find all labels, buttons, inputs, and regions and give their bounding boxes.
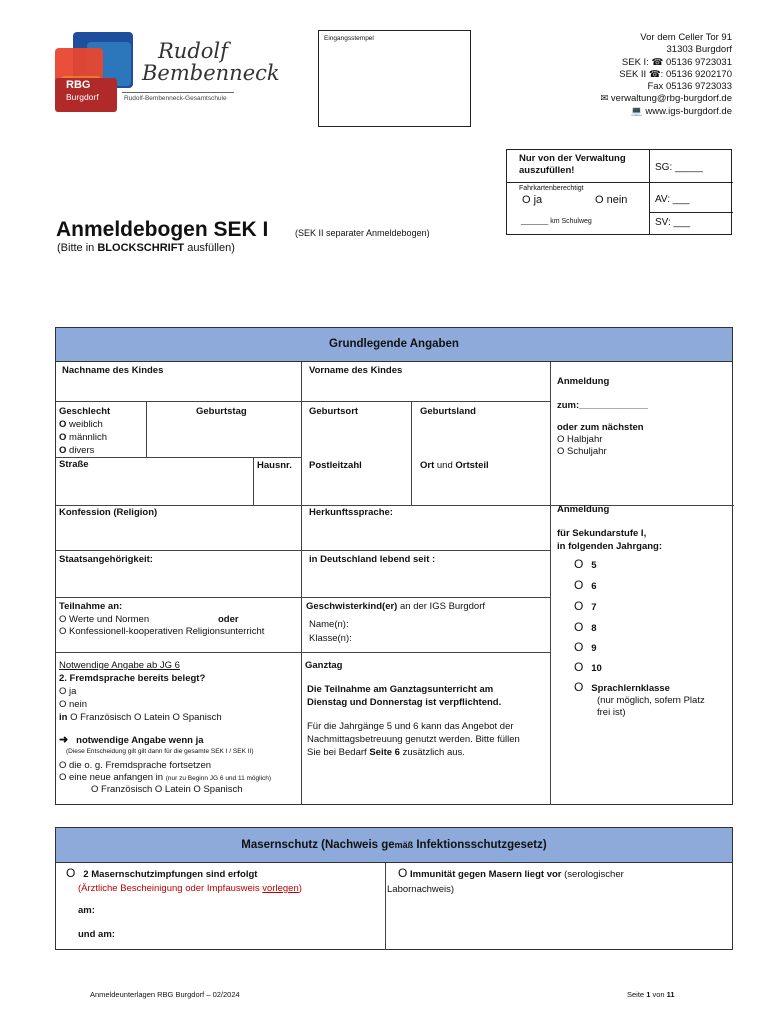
label-geburtsort: Geburtsort bbox=[309, 406, 359, 417]
radio-halbjahr[interactable]: O Halbjahr bbox=[557, 434, 603, 445]
grid-line bbox=[56, 505, 734, 506]
ganztag-info: Für die Jahrgänge 5 und 6 kann das Angebot der bbox=[307, 721, 514, 732]
field-und-am[interactable]: und am: bbox=[78, 929, 115, 940]
stamp-label: Eingangsstempel bbox=[324, 35, 374, 42]
radio-jahrgang-9[interactable]: O 9 bbox=[574, 640, 597, 654]
radio-weiblich[interactable]: O weiblich bbox=[59, 419, 103, 430]
logo-script-name: Rudolf Bembenneck bbox=[142, 39, 280, 85]
ganztag-pflicht: Die Teilnahme am Ganztagsunterricht am bbox=[307, 684, 494, 695]
admin-divider bbox=[649, 212, 733, 213]
admin-km-field[interactable]: _______ km Schulweg bbox=[521, 218, 592, 225]
section-header-masernschutz: Masernschutz (Nachweis gemäß Infektionsschutzgesetz) bbox=[55, 827, 733, 863]
label-anmeldung-sek: Anmeldung bbox=[557, 504, 610, 515]
ganztag-info: Sie bei Bedarf Seite 6 zusätzlich aus. bbox=[307, 747, 465, 758]
grid-line bbox=[550, 362, 551, 805]
radio-fs-ja[interactable]: O ja bbox=[59, 686, 77, 697]
label-notwendig: Notwendige Angabe ab JG 6 bbox=[59, 660, 180, 671]
label-deutschland: in Deutschland lebend seit : bbox=[309, 554, 436, 565]
label-notwendig-wenn: ➜ notwendige Angabe wenn ja bbox=[59, 734, 204, 746]
radio-fortsetzen[interactable]: O die o. g. Fremdsprache fortsetzen bbox=[59, 760, 212, 771]
field-anmeldung-zum[interactable]: zum:_____________ bbox=[557, 400, 648, 411]
grid-line bbox=[56, 550, 550, 551]
address-line: Fax 05136 9723033 bbox=[647, 81, 732, 93]
radio-jahrgang-6[interactable]: O 6 bbox=[574, 578, 597, 592]
page-title: Anmeldebogen SEK I bbox=[56, 218, 269, 241]
radio-sprachlernklasse[interactable]: O Sprachlernklasse bbox=[574, 680, 670, 694]
radio-jahrgang-10[interactable]: O 10 bbox=[574, 660, 602, 674]
label-geschwister: Geschwisterkind(er) an der IGS Burgdorf bbox=[306, 601, 486, 612]
field-am[interactable]: am: bbox=[78, 905, 95, 916]
logo-divider bbox=[122, 92, 234, 93]
grid-line bbox=[411, 401, 412, 505]
sprachlern-note: (nur möglich, sofern Platz bbox=[597, 695, 705, 706]
radio-divers[interactable]: O divers bbox=[59, 445, 95, 456]
grid-line bbox=[56, 597, 550, 598]
label-vorname: Vorname des Kindes bbox=[309, 365, 403, 376]
label-ganztag: Ganztag bbox=[305, 660, 343, 671]
address-web: 💻 www.igs-burgdorf.de bbox=[630, 105, 732, 117]
impf-nachweis-note: (Ärztliche Bescheinigung oder Impfausweis vorlegen) bbox=[78, 883, 302, 894]
grid-line bbox=[146, 401, 147, 457]
section-masernschutz bbox=[55, 862, 733, 950]
logo-subtitle: Rudolf-Bembenneck-Gesamtschule bbox=[124, 95, 227, 102]
page-title-note: (SEK II separater Anmeldebogen) bbox=[295, 228, 430, 238]
label-ort: Ort und Ortsteil bbox=[420, 460, 489, 471]
ganztag-info: Nachmittagsbetreuung genutzt werden. Bitte füllen bbox=[307, 734, 520, 745]
address-line: Vor dem Celler Tor 91 bbox=[640, 32, 732, 43]
label-staat: Staatsangehörigkeit: bbox=[59, 554, 153, 565]
label-oder: oder bbox=[218, 614, 239, 625]
label-herkunft: Herkunftssprache: bbox=[309, 507, 393, 518]
admin-divider bbox=[649, 150, 650, 234]
admin-ja-radio[interactable]: O ja bbox=[522, 194, 543, 206]
section-grundlegende bbox=[55, 361, 733, 805]
address-line: SEK I: ☎ 05136 9723031 bbox=[621, 56, 732, 68]
radio-schuljahr[interactable]: O Schuljahr bbox=[557, 446, 607, 457]
label-geburtsland: Geburtsland bbox=[420, 406, 476, 417]
grid-line bbox=[385, 863, 386, 950]
label-anmeldung: Anmeldung bbox=[557, 376, 610, 387]
page-number: Seite 1 von 11 bbox=[627, 990, 675, 999]
immun-labornachweis: Labornachweis) bbox=[387, 884, 455, 895]
label-jahrgang: in folgenden Jahrgang: bbox=[557, 541, 663, 552]
label-teilnahme: Teilnahme an: bbox=[59, 601, 123, 612]
admin-heading: Nur von der Verwaltung auszufüllen! bbox=[519, 153, 626, 176]
footer-left: Anmeldeunterlagen RBG Burgdorf – 02/2024 bbox=[90, 990, 240, 999]
radio-werte-normen[interactable]: O Werte und Normen bbox=[59, 614, 150, 625]
admin-sv-field[interactable]: SV: ___ bbox=[655, 217, 691, 228]
label-konfession: Konfession (Religion) bbox=[59, 507, 158, 518]
stamp-box bbox=[318, 30, 471, 127]
grid-line bbox=[56, 652, 550, 653]
grid-line bbox=[56, 401, 550, 402]
label-strasse: Straße bbox=[59, 459, 89, 470]
radio-neu-anfangen[interactable]: O eine neue anfangen in (nur zu Beginn JG 6 und 11 möglich) bbox=[59, 772, 272, 783]
label-geburtstag: Geburtstag bbox=[196, 406, 247, 417]
ganztag-pflicht: Dienstag und Donnerstag ist verpflichtend. bbox=[307, 697, 502, 708]
radio-jahrgang-7[interactable]: O 7 bbox=[574, 599, 597, 613]
radio-jahrgang-8[interactable]: O 8 bbox=[574, 620, 597, 634]
fremdsprache-options[interactable]: in O Französisch O Latein O Spanisch bbox=[59, 712, 222, 723]
label-geschlecht: Geschlecht bbox=[59, 406, 111, 417]
logo-town: Burgdorf bbox=[66, 92, 99, 102]
radio-fs-nein[interactable]: O nein bbox=[59, 699, 87, 710]
admin-av-field[interactable]: AV: ___ bbox=[655, 194, 690, 205]
field-geschwister-name[interactable]: Name(n): bbox=[309, 619, 349, 630]
admin-box bbox=[506, 149, 732, 235]
address-line: SEK II ☎: 05136 9202170 bbox=[619, 68, 732, 80]
address-email: ✉ verwaltung@rbg-burgdorf.de bbox=[600, 93, 732, 105]
entscheidung-note: (Diese Entscheidung gilt gilt dann für die gesamte SEK I / SEK II) bbox=[66, 748, 254, 755]
radio-jahrgang-5[interactable]: O 5 bbox=[574, 557, 597, 571]
logo-abbr: RBG bbox=[66, 79, 91, 91]
sprachlern-note: frei ist) bbox=[597, 707, 626, 718]
admin-fahrkarte: Fahrkartenberechtigt bbox=[519, 185, 584, 192]
section-header-grundlegende: Grundlegende Angaben bbox=[55, 327, 733, 362]
label-plz: Postleitzahl bbox=[309, 460, 362, 471]
label-nachname: Nachname des Kindes bbox=[62, 365, 164, 376]
radio-konfessionell[interactable]: O Konfessionell-kooperativen Religionsunterricht bbox=[59, 626, 265, 637]
grid-line bbox=[301, 362, 302, 805]
label-naechsten: oder zum nächsten bbox=[557, 422, 644, 433]
label-hausnr: Hausnr. bbox=[257, 460, 292, 471]
radio-impfungen[interactable]: O 2 Masernschutzimpfungen sind erfolgt bbox=[66, 866, 258, 880]
radio-maennlich[interactable]: O männlich bbox=[59, 432, 108, 443]
admin-nein-radio[interactable]: O nein bbox=[595, 194, 628, 206]
fremdsprache-neu-options[interactable]: O Französisch O Latein O Spanisch bbox=[91, 784, 243, 795]
blockschrift-note: (Bitte in BLOCKSCHRIFT ausfüllen) bbox=[57, 242, 235, 254]
admin-sg-field[interactable]: SG: _____ bbox=[655, 162, 703, 173]
grid-line bbox=[253, 457, 254, 505]
label-sek1: für Sekundarstufe I, bbox=[557, 528, 647, 539]
address-line: 31303 Burgdorf bbox=[666, 44, 732, 56]
admin-divider bbox=[649, 182, 733, 183]
field-geschwister-klasse[interactable]: Klasse(n): bbox=[309, 633, 352, 644]
label-fremdsprache: 2. Fremdsprache bereits belegt? bbox=[59, 673, 206, 684]
radio-immunitaet[interactable]: O Immunität gegen Masern liegt vor (serologischer bbox=[398, 866, 624, 880]
school-address bbox=[600, 32, 732, 118]
